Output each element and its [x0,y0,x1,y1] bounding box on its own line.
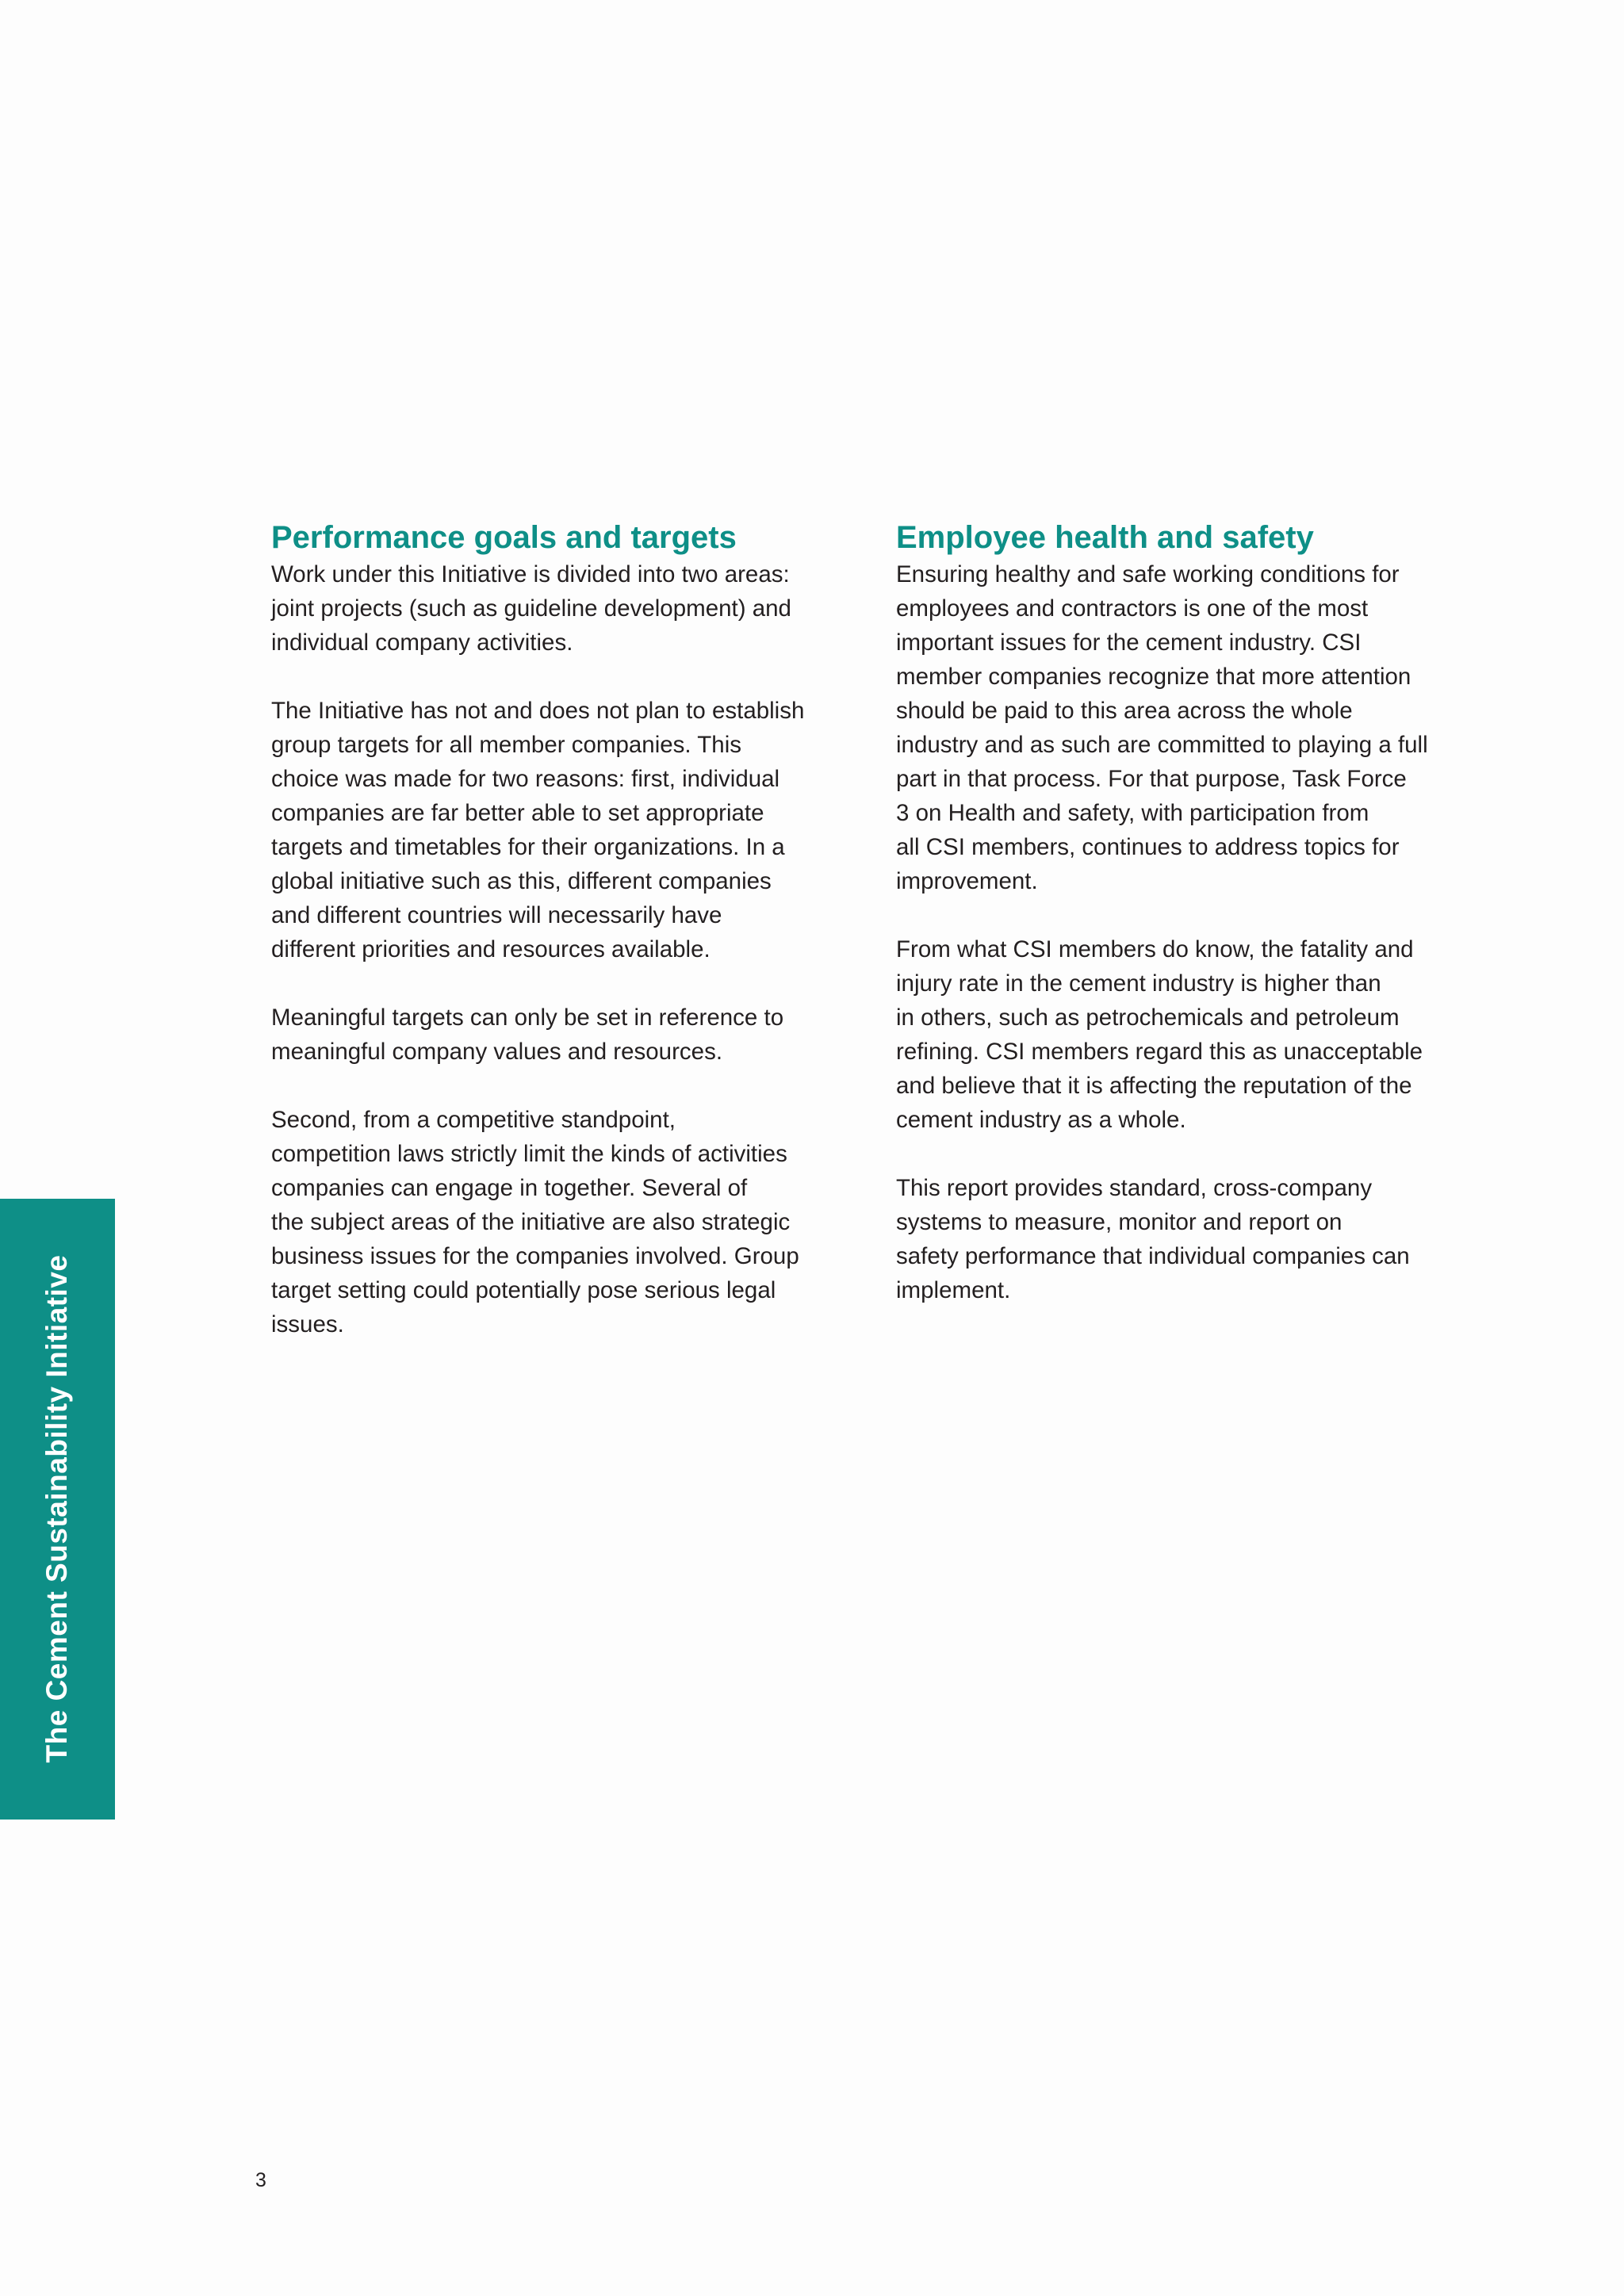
left-paragraph-2: The Initiative has not and does not plan to establish group targets for all member companies. This choice was made for two reasons: first, individual companies are far better able to set appropriate targets and timetables for their organizations. In a global initiative such as this, different companies and different countries will necessarily have different priorities and resources available. [271,698,805,962]
employee-health-safety-heading: Employee health and safety [896,520,1314,555]
left-paragraph-4: Second, from a competitive standpoint, competition laws strictly limit the kinds of activities companies can engage in together. Several of the subject areas of the initiative are also strategic business issues for the companies involved. Group target setting could potentially pose serious legal issues. [271,1107,799,1337]
right-paragraph-3: This report provides standard, cross-company systems to measure, monitor and report on safety performance that individual companies can implement. [896,1175,1410,1303]
left-column [271,519,858,1376]
page-number: 3 [255,2169,266,2191]
right-paragraph-2: From what CSI members do know, the fatality and injury rate in the cement industry is higher than in others, such as petrochemicals and petroleum refining. CSI members regard this as unacceptable and believe that it is affecting the reputation of the cement industry as a whole. [896,936,1423,1133]
performance-goals-heading: Performance goals and targets [271,520,737,555]
sidebar-title: The Cement Sustainability Initiative [40,1254,73,1763]
left-paragraph-1: Work under this Initiative is divided into two areas: joint projects (such as guideline development) and individual company activities. [271,561,791,656]
right-paragraph-1: Ensuring healthy and safe working conditions for employees and contractors is one of the most important issues for the cement industry. CSI member companies recognize that more attention should be paid to this area across the whole industry and as such are committed to playing a full part in that process. For that purpose, Task Force 3 on Health and safety, with participation from all CSI members, continues to address topics for improvement. [896,561,1428,894]
left-paragraph-3: Meaningful targets can only be set in reference to meaningful company values and resources. [271,1004,784,1065]
right-column [896,519,1483,1341]
